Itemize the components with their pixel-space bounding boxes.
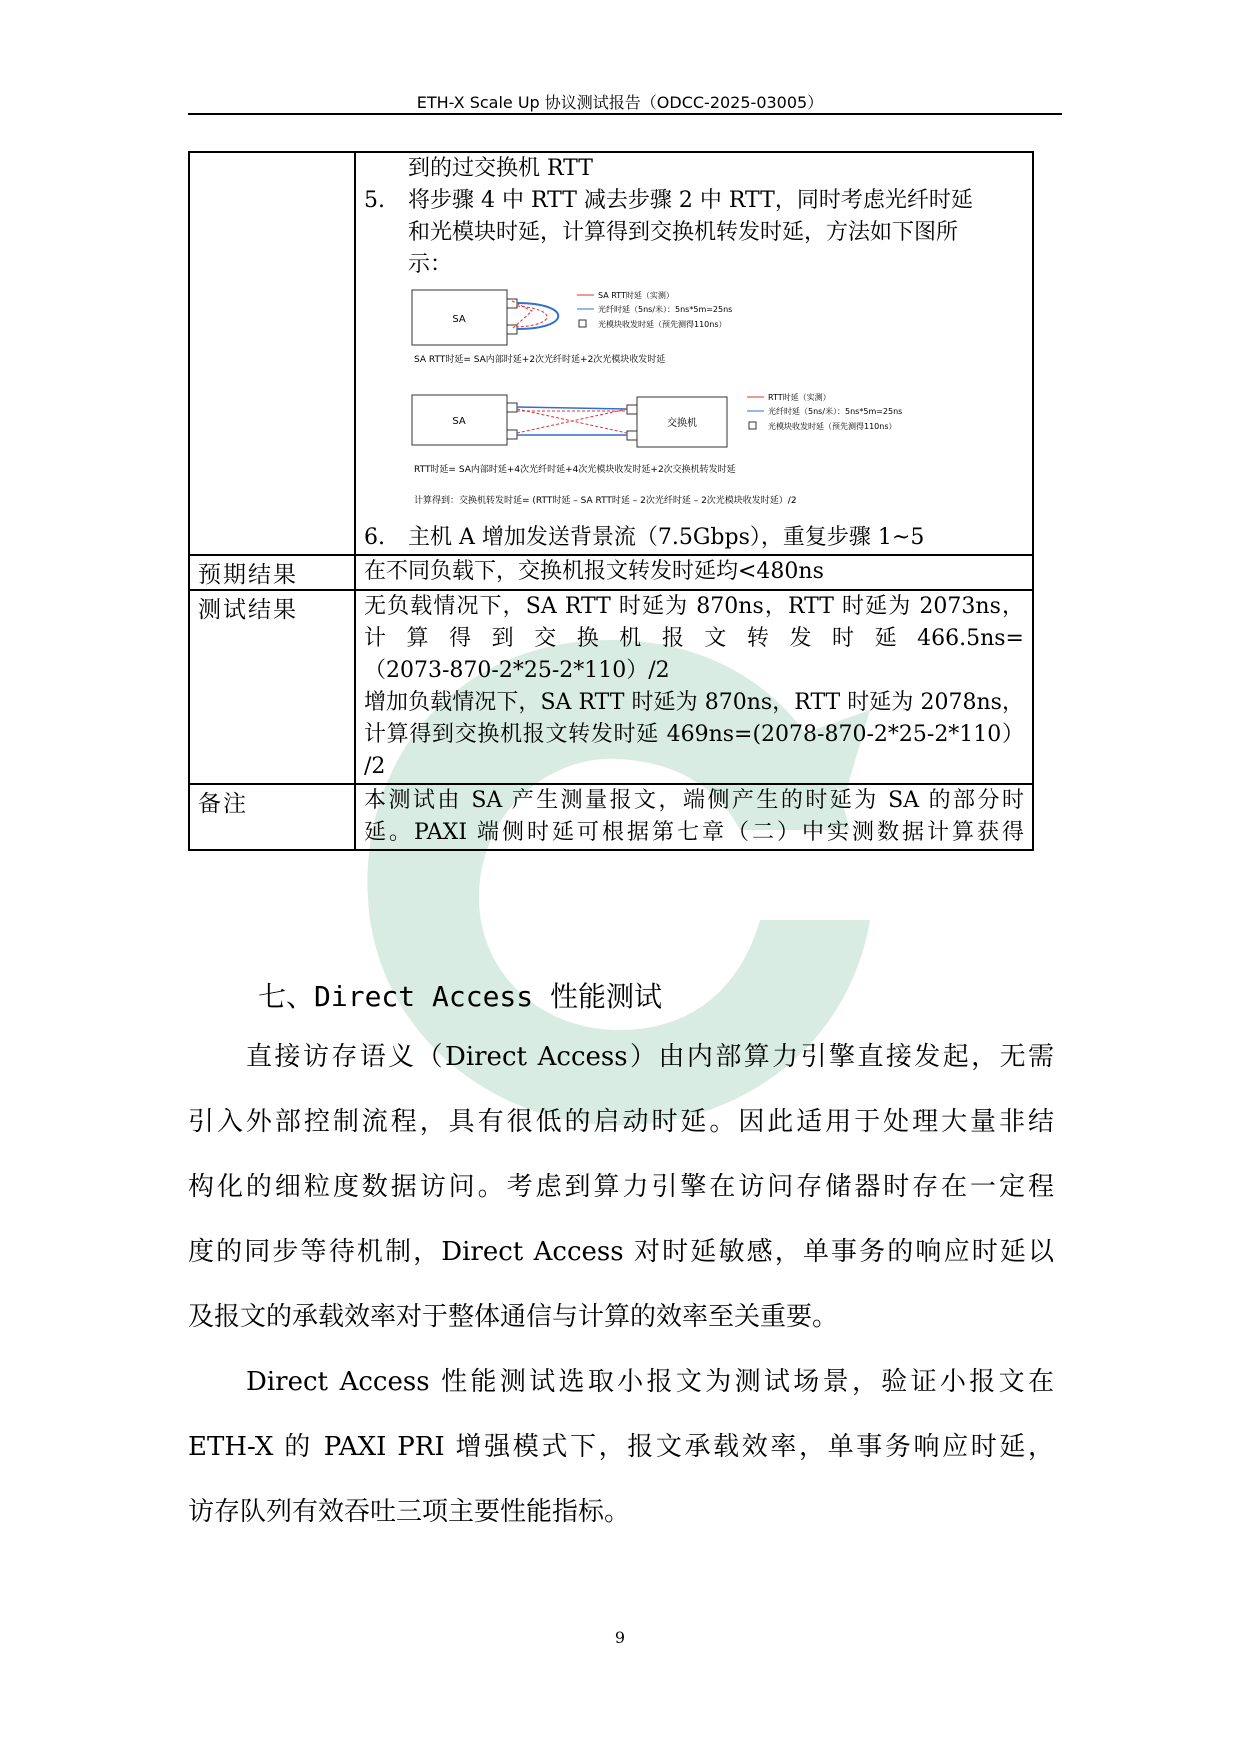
formula-rtt: RTT时延= SA内部时延+4次光纤时延+4次光模块收发时延+2次交换机转发时延 bbox=[414, 465, 736, 475]
page-number: 9 bbox=[614, 1628, 626, 1647]
paragraph-line: ETH-X 的 PAXI PRI 增强模式下，报文承载效率，单事务响应时延， bbox=[188, 1432, 1054, 1462]
note-value bbox=[355, 784, 1033, 850]
legend-item: 光模块收发时延（预先测得110ns） bbox=[768, 422, 897, 431]
step-text: 示： bbox=[408, 252, 453, 277]
step-5 bbox=[364, 185, 1024, 217]
result-line: 计 算 得 到 交 换 机 报 文 转 发 时 延 466.5ns= bbox=[364, 626, 1024, 651]
step-text: 和光模块时延，计算得到交换机转发时延，方法如下图所 bbox=[408, 220, 959, 245]
paragraph-line: Direct Access 性能测试选取小报文为测试场景，验证小报文在 bbox=[246, 1367, 1054, 1397]
port-box bbox=[507, 403, 517, 412]
port-box bbox=[627, 431, 637, 440]
result-label: 测试结果 bbox=[189, 590, 355, 784]
note-row bbox=[189, 784, 1033, 850]
test-table bbox=[188, 151, 1034, 851]
latency-diagram bbox=[372, 285, 982, 520]
step-number: 6. bbox=[364, 525, 385, 550]
legend-box bbox=[749, 422, 756, 429]
result-line: /2 bbox=[364, 754, 386, 779]
steps-label-cell bbox=[189, 152, 355, 555]
note-line: 延。PAXI 端侧时延可根据第七章（二）中实测数据计算获得 bbox=[364, 820, 1024, 845]
paragraph-2 bbox=[188, 1350, 1054, 1545]
legend-item: 光纤时延（5ns/米）：5ns*5m=25ns bbox=[768, 407, 903, 416]
step-number: 5. bbox=[364, 188, 385, 213]
header-title: ETH-X Scale Up 协议测试报告（ODCC-2025-03005） bbox=[416, 93, 824, 112]
section-title: 七、Direct Access 性能测试 bbox=[258, 980, 663, 1013]
legend-item: 光模块收发时延（预先测得110ns） bbox=[598, 320, 727, 329]
result-value bbox=[355, 590, 1033, 784]
paragraph-line: 构化的细粒度数据访问。考虑到算力引擎在访问存储器时存在一定程 bbox=[188, 1172, 1054, 1202]
port-box bbox=[627, 405, 637, 414]
result-line: （2073-870-2*25-2*110）/2 bbox=[364, 658, 670, 683]
expected-text: 在不同负载下，交换机报文转发时延均<480ns bbox=[364, 559, 824, 584]
result-row bbox=[189, 590, 1033, 784]
legend-item: RTT时延（实测） bbox=[768, 393, 831, 402]
formula-switch: 计算得到：交换机转发时延= (RTT时延 – SA RTT时延 – 2次光纤时延 – 2次光模块收发时延）/2 bbox=[414, 496, 797, 506]
formula-sa-rtt: SA RTT时延= SA内部时延+2次光纤时延+2次光模块收发时延 bbox=[414, 355, 666, 365]
legend-item: 光纤时延（5ns/米）：5ns*5m=25ns bbox=[598, 305, 733, 314]
expected-label: 预期结果 bbox=[189, 555, 355, 590]
paragraph-line: 引入外部控制流程，具有很低的启动时延。因此适用于处理大量非结 bbox=[188, 1107, 1054, 1137]
sa-label: SA bbox=[452, 314, 466, 325]
fiber-line bbox=[517, 407, 627, 409]
step-6 bbox=[364, 522, 1024, 554]
paragraph-line: 度的同步等待机制，Direct Access 对时延敏感，单事务的响应时延以 bbox=[188, 1237, 1054, 1267]
port-box bbox=[507, 430, 517, 439]
paragraph-line: 直接访存语义（Direct Access）由内部算力引擎直接发起，无需 bbox=[246, 1042, 1054, 1072]
switch-label: 交换机 bbox=[667, 418, 697, 429]
result-line: 无负载情况下，SA RTT 时延为 870ns，RTT 时延为 2073ns， bbox=[364, 594, 1024, 619]
expected-row bbox=[189, 555, 1033, 590]
step-text: 主机 A 增加发送背景流（7.5Gbps），重复步骤 1~5 bbox=[408, 525, 925, 550]
result-line: 计算得到交换机报文转发时延 469ns=(2078-870-2*25-2*110） bbox=[364, 722, 1024, 747]
result-line: 增加负载情况下，SA RTT 时延为 870ns，RTT 时延为 2078ns， bbox=[364, 690, 1024, 715]
rtt-path bbox=[517, 306, 547, 327]
step-text: 将步骤 4 中 RTT 减去步骤 2 中 RTT，同时考虑光纤时延 bbox=[408, 188, 973, 213]
expected-value bbox=[355, 555, 1033, 590]
port-box bbox=[507, 325, 517, 334]
sa-label: SA bbox=[452, 416, 466, 427]
note-label: 备注 bbox=[189, 784, 355, 850]
paragraph-line: 及报文的承载效率对于整体通信与计算的效率至关重要。 bbox=[188, 1302, 839, 1332]
step-continuation: 到的过交换机 RTT bbox=[408, 156, 593, 181]
port-box bbox=[507, 299, 517, 308]
header-rule bbox=[188, 113, 1062, 115]
legend-item: SA RTT时延（实测） bbox=[598, 291, 674, 300]
paragraph-line: 访存队列有效吞吐三项主要性能指标。 bbox=[188, 1497, 631, 1527]
note-line: 本测试由 SA 产生测量报文，端侧产生的时延为 SA 的部分时 bbox=[364, 788, 1024, 813]
steps-row bbox=[189, 152, 1033, 555]
legend-box bbox=[579, 320, 586, 327]
paragraph-1 bbox=[188, 1025, 1054, 1350]
steps-cell bbox=[355, 152, 1033, 555]
